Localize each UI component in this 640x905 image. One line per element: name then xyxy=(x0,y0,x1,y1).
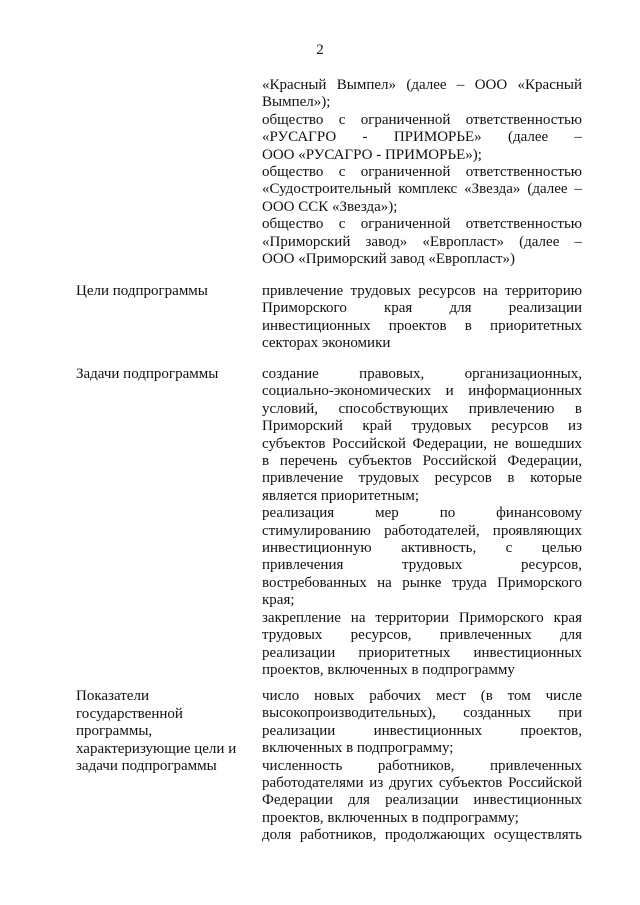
text-line: ООО ССК «Звезда»); xyxy=(262,198,398,215)
tasks-content xyxy=(262,366,582,679)
text-line: общество с ограниченной ответственностью xyxy=(262,111,582,128)
text-line: стимулированию работодателей, проявляющих xyxy=(262,522,582,539)
text-line: реализации инвестиционных проектов, xyxy=(262,722,582,739)
text-line: общество с ограниченной ответственностью xyxy=(262,164,582,181)
text-line: является приоритетным; xyxy=(262,487,419,504)
text-line: включенных в подпрограмму; xyxy=(262,740,454,757)
text-line: субъектов Российской Федерации, не вошедших xyxy=(262,435,582,452)
text-line: привлечение трудовых ресурсов на территорию xyxy=(262,283,582,299)
text-line: ООО «Приморский завод «Европласт») xyxy=(262,251,515,268)
text-line: Приморского края для реализации xyxy=(262,300,582,317)
tasks-row xyxy=(76,366,582,678)
text-line: Вымпел»); xyxy=(262,94,331,111)
text-line: края; xyxy=(262,592,295,609)
text-line: «Судостроительный комплекс «Звезда» (далее – xyxy=(262,181,582,198)
text-line: закрепление на территории Приморского края xyxy=(262,609,582,626)
text-line: общество с ограниченной ответственностью xyxy=(262,216,582,233)
text-line: высокопроизводительных), созданных при xyxy=(262,705,582,722)
label-line: государственной xyxy=(76,705,183,722)
text-line: инвестиционных проектов в приоритетных xyxy=(262,317,582,334)
text-line: «Приморский завод» «Европласт» (далее – xyxy=(262,233,582,250)
goals-label: Цели подпрограммы xyxy=(76,283,208,299)
indicators-label xyxy=(76,688,256,776)
text-line: привлечения трудовых ресурсов, xyxy=(262,557,582,574)
text-line: секторах экономики xyxy=(262,335,391,352)
goals-row xyxy=(76,283,582,352)
label-line: характеризующие цели и xyxy=(76,740,237,757)
indicators-row xyxy=(76,688,582,844)
text-line: социально-экономических и информационных xyxy=(262,383,582,400)
tasks-label: Задачи подпрограммы xyxy=(76,366,219,382)
text-line: привлечение трудовых ресурсов в которые xyxy=(262,470,582,487)
text-line: ООО «РУСАГРО - ПРИМОРЬЕ»); xyxy=(262,146,482,163)
text-line: реализация мер по финансовому xyxy=(262,505,582,522)
text-line: создание правовых, организационных, xyxy=(262,366,582,382)
goals-content xyxy=(262,283,582,353)
indicators-content xyxy=(262,688,582,845)
text-line: условий, способствующих привлечению в xyxy=(262,400,582,417)
text-line: проектов, включенных в подпрограмму; xyxy=(262,809,519,826)
text-line: Приморский край трудовых ресурсов из xyxy=(262,418,582,435)
intro-content xyxy=(262,77,582,268)
label-line: задачи подпрограммы xyxy=(76,758,217,774)
text-line: проектов, включенных в подпрограмму xyxy=(262,661,515,678)
text-line: трудовых ресурсов, привлеченных для xyxy=(262,627,582,644)
text-line: востребованных на рынке труда Приморского xyxy=(262,574,582,591)
page-number: 2 xyxy=(316,42,324,58)
text-line: «РУСАГРО - ПРИМОРЬЕ» (далее – xyxy=(262,129,582,146)
text-line: реализации приоритетных инвестиционных xyxy=(262,644,582,661)
text-line: Федерации для реализации инвестиционных xyxy=(262,792,582,809)
text-line: работодателями из других субъектов Российской xyxy=(262,775,582,792)
text-line: число новых рабочих мест (в том числе xyxy=(262,688,582,704)
text-line: «Красный Вымпел» (далее – ООО «Красный xyxy=(262,77,582,93)
label-line: программы, xyxy=(76,723,153,739)
label-line: Показатели xyxy=(76,688,149,704)
text-line: доля работников, продолжающих осуществлять xyxy=(262,827,582,844)
text-line: численность работников, привлеченных xyxy=(262,757,582,774)
text-line: в перечень субъектов Российской Федерации, xyxy=(262,453,582,470)
text-line: инвестиционную активность, с целью xyxy=(262,540,582,557)
